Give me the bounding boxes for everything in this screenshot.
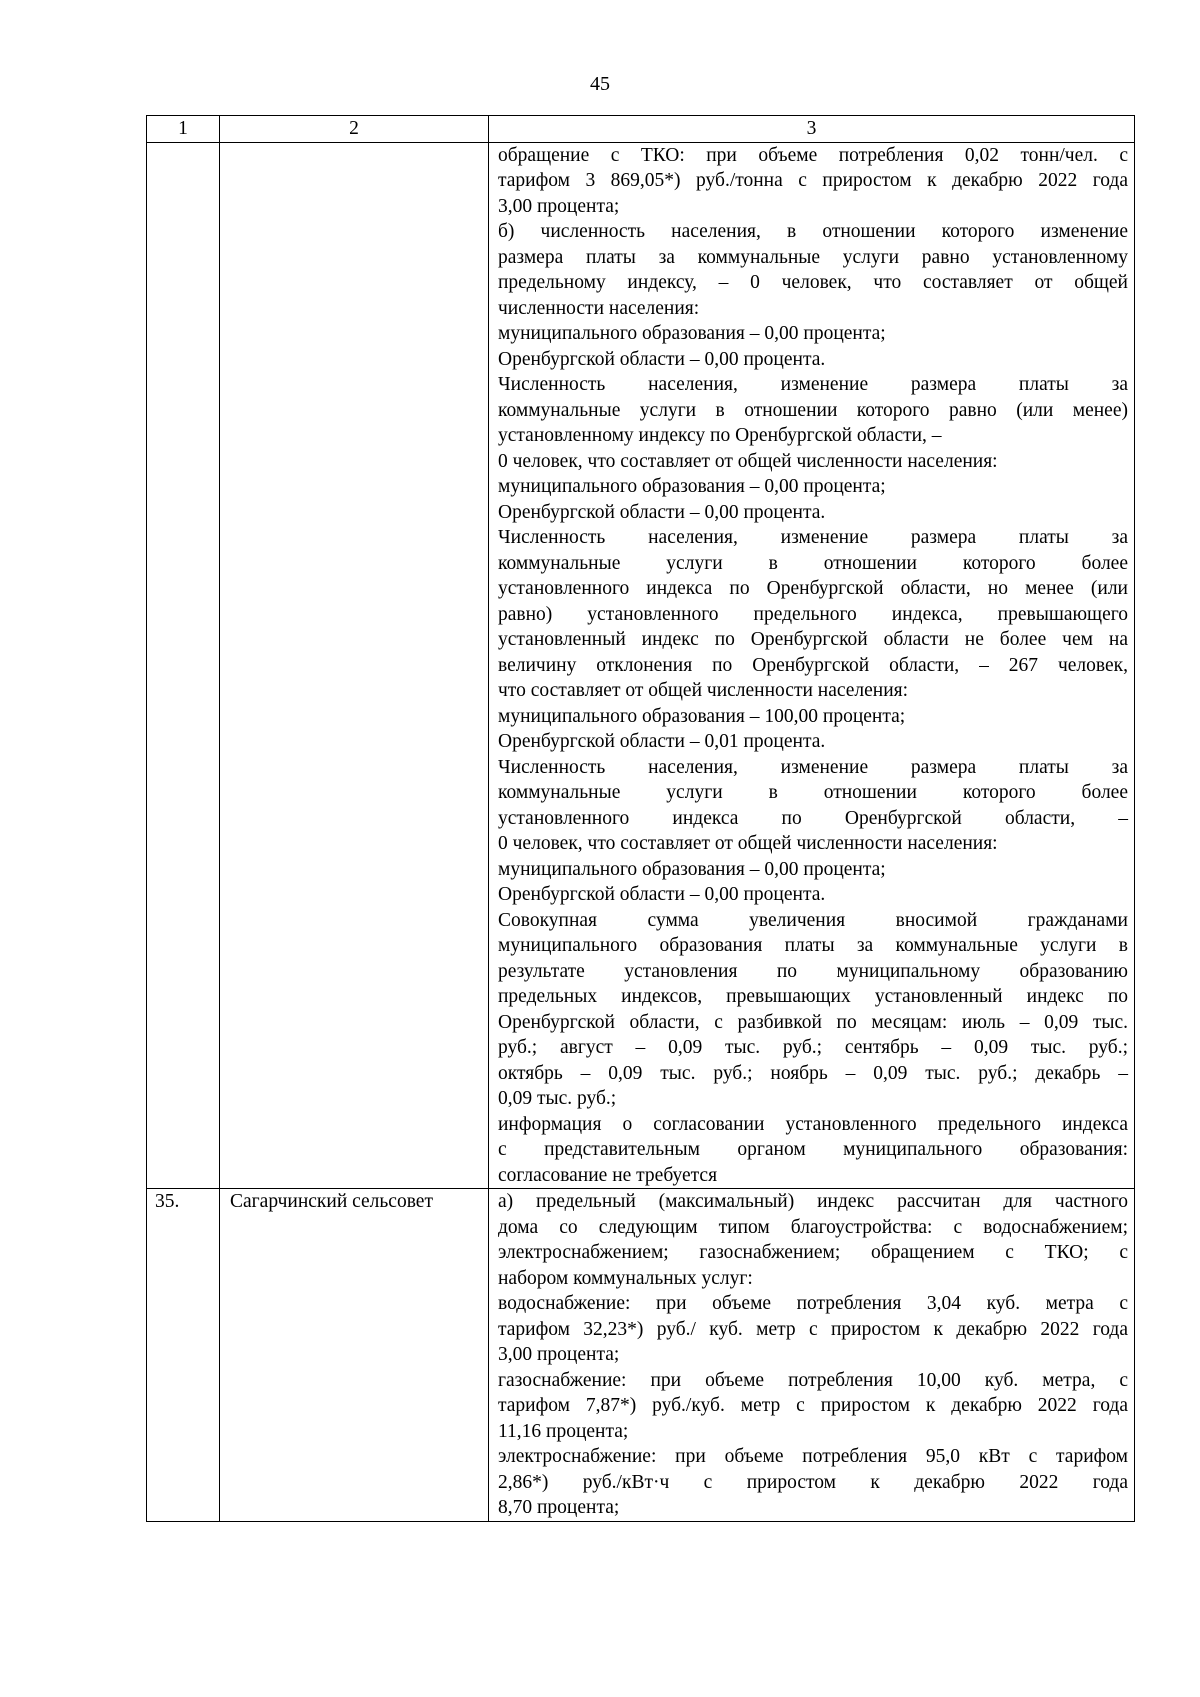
text-line: что составляет от общей численности населения: [498,680,909,701]
text-line: водоснабжение: при объеме потребления 3,04 куб. метра с [498,1293,1128,1314]
text-line: результате установления по муниципальному образованию [498,960,1128,982]
text-line: октябрь – 0,09 тыс. руб.; ноябрь – 0,09 тыс. руб.; декабрь – [498,1062,1128,1084]
text-line: электроснабжение: при объеме потребления 95,0 кВт с тарифом [498,1446,1128,1467]
text-line: установленного индекса по Оренбургской области, но менее (или [498,578,1128,599]
text-line: муниципального образования платы за коммунальные услуги в [498,935,1128,956]
row-number [147,142,220,1189]
text-line: Численность населения, изменение размера платы за [498,756,1128,778]
text-line: Оренбургской области – 0,01 процента. [498,731,826,752]
text-line: величину отклонения по Оренбургской области, – 267 человек, [498,654,1128,676]
text-line: Оренбургской области, с разбивкой по месяцам: июль – 0,09 тыс. [498,1011,1128,1033]
row-description [489,1189,1135,1522]
text-line: 0,09 тыс. руб.; [498,1088,617,1109]
text-line: тарифом 3 869,05*) руб./тонна с приростом к декабрю 2022 года [498,170,1128,191]
column-header-2: 2 [220,116,489,143]
text-line: коммунальные услуги в отношении которого более [498,782,1128,803]
text-line: установленного индекса по Оренбургской области, – [498,807,1128,829]
row-description [489,142,1135,1189]
table-header-row [147,116,1135,143]
text-line: обращение с ТКО: при объеме потребления 0,02 тонн/чел. с [498,144,1128,166]
row-number: 35. [147,1189,220,1522]
page-number: 45 [590,73,610,95]
text-line: муниципального образования – 100,00 процента; [498,705,906,727]
text-line: 8,70 процента; [498,1497,620,1518]
table-row [147,142,1135,1189]
text-line: 3,00 процента; [498,195,620,217]
text-line: установленному индексу по Оренбургской области, – [498,425,942,446]
text-line: с представительным органом муниципального образования: [498,1139,1128,1160]
text-line: б) численность населения, в отношении которого изменение [498,221,1128,242]
text-line: Оренбургской области – 0,00 процента. [498,348,826,370]
text-line: газоснабжение: при объеме потребления 10,00 куб. метра, с [498,1369,1128,1391]
text-line: установленный индекс по Оренбургской области не более чем на [498,629,1128,650]
text-line: согласование не требуется [498,1164,718,1186]
text-line: муниципального образования – 0,00 процента; [498,858,886,880]
text-line: тарифом 7,87*) руб./куб. метр с приростом к декабрю 2022 года [498,1395,1128,1416]
column-header-1: 1 [147,116,220,143]
text-line: 11,16 процента; [498,1420,629,1442]
text-line: численности населения: [498,297,700,319]
text-line: тарифом 32,23*) руб./ куб. метр с приростом к декабрю 2022 года [498,1318,1128,1340]
text-line: предельному индексу, – 0 человек, что составляет от общей [498,272,1128,293]
text-line: коммунальные услуги в отношении которого более [498,552,1128,574]
text-line: муниципального образования – 0,00 процента; [498,323,886,344]
text-line: электроснабжением; газоснабжением; обращением с ТКО; с [498,1242,1128,1263]
text-line: дома со следующим типом благоустройства: с водоснабжением; [498,1216,1128,1238]
text-line: руб.; август – 0,09 тыс. руб.; сентябрь – 0,09 тыс. руб.; [498,1037,1128,1058]
text-line: Численность населения, изменение размера платы за [498,374,1128,395]
text-line: 0 человек, что составляет от общей численности населения: [498,450,998,472]
text-line: Оренбургской области – 0,00 процента. [498,884,826,905]
text-line: муниципального образования – 0,00 процента; [498,476,886,497]
text-line: равно) установленного предельного индекса, превышающего [498,603,1128,625]
municipality-name [220,142,489,1189]
text-line: а) предельный (максимальный) индекс рассчитан для частного [498,1191,1128,1212]
text-line: Оренбургской области – 0,00 процента. [498,501,826,523]
text-line: Численность населения, изменение размера платы за [498,527,1128,548]
text-line: размера платы за коммунальные услуги равно установленному [498,246,1128,268]
text-line: Совокупная сумма увеличения вносимой гражданами [498,909,1128,931]
column-header-3: 3 [489,116,1135,143]
text-line: 3,00 процента; [498,1344,620,1365]
municipality-name: Сагарчинский сельсовет [220,1189,489,1522]
text-line: 0 человек, что составляет от общей численности населения: [498,833,998,854]
table-row [147,1189,1135,1522]
text-line: информация о согласовании установленного предельного индекса [498,1113,1128,1135]
text-line: 2,86*) руб./кВт·ч с приростом к декабрю 2022 года [498,1471,1128,1493]
text-line: предельных индексов, превышающих установленный индекс по [498,986,1128,1007]
text-line: коммунальные услуги в отношении которого равно (или менее) [498,399,1128,421]
indices-table [146,115,1135,1522]
text-line: набором коммунальных услуг: [498,1267,753,1289]
